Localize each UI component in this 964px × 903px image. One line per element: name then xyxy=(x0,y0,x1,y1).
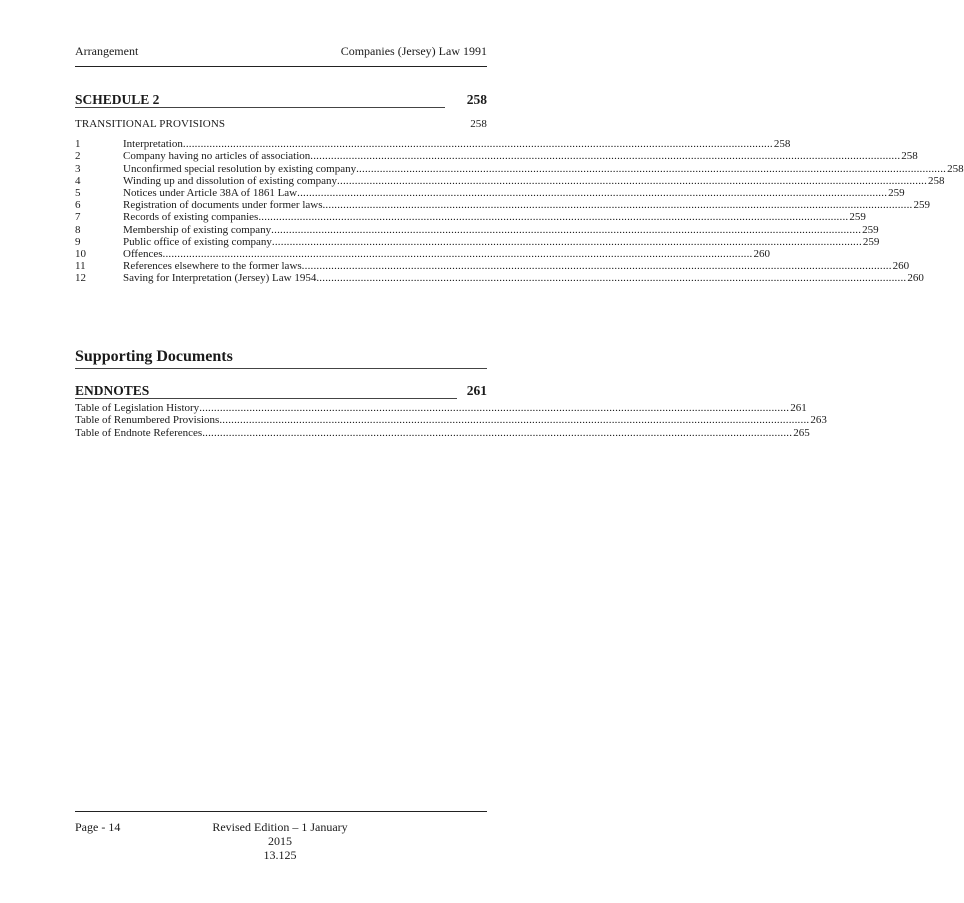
entry-title: Company having no articles of association xyxy=(123,150,311,163)
dot-leader: ........................................................................................................................................................................................................ xyxy=(356,162,947,175)
header-right: Companies (Jersey) Law 1991 xyxy=(340,44,487,58)
dot-leader: ........................................................................................................................................................................................................ xyxy=(316,272,907,285)
header-left: Arrangement xyxy=(75,44,139,58)
entry-page: 259 xyxy=(913,199,930,212)
entry-page: 259 xyxy=(862,223,879,236)
entry-number: 6 xyxy=(75,199,81,212)
entry-title: Notices under Article 38A of 1861 Law xyxy=(123,186,298,199)
toc-entry[interactable] xyxy=(75,235,880,248)
transitional-title: TRANSITIONAL PROVISIONS xyxy=(75,118,226,130)
entry-page: 261 xyxy=(790,402,807,415)
entry-number: 8 xyxy=(75,223,81,236)
entry-title: Interpretation xyxy=(123,138,183,151)
footer-rule xyxy=(75,811,487,812)
header-rule xyxy=(75,66,487,67)
footer-code: 13.125 xyxy=(263,848,297,862)
entry-title: Saving for Interpretation (Jersey) Law 1954 xyxy=(123,272,317,285)
entry-number: 7 xyxy=(75,211,81,224)
entry-page: 258 xyxy=(773,138,791,151)
toc-entry[interactable] xyxy=(75,174,945,187)
footer-page: Page - 14 xyxy=(75,820,121,834)
entry-title: Membership of existing company xyxy=(123,223,272,236)
entry-number: 2 xyxy=(75,150,81,163)
dot-leader: ........................................................................................................................................................................................................ xyxy=(297,186,888,199)
schedule-title: SCHEDULE 2 xyxy=(75,92,160,107)
entry-number: 3 xyxy=(75,162,81,175)
entry-title: Winding up and dissolution of existing company xyxy=(123,174,338,187)
entry-page: 258 xyxy=(947,162,964,175)
entry-title: Public office of existing company xyxy=(123,235,272,248)
footer-edition: Revised Edition – 1 January 2015 xyxy=(212,820,348,848)
entry-title: Records of existing companies xyxy=(123,211,259,224)
schedule-page: 258 xyxy=(466,92,487,107)
entry-title: References elsewhere to the former laws xyxy=(123,260,302,273)
entry-title: Offences xyxy=(123,247,163,260)
toc-entry[interactable] xyxy=(75,138,791,151)
entry-number: 5 xyxy=(75,186,81,199)
dot-leader: ........................................................................................................................................................................................................ xyxy=(271,235,862,248)
dot-leader: ........................................................................................................................................................................................................ xyxy=(219,414,810,427)
endnote-entry[interactable] xyxy=(75,402,807,415)
schedule-heading[interactable] xyxy=(75,92,487,108)
endnotes-page: 261 xyxy=(466,383,487,398)
endnote-entry[interactable] xyxy=(75,426,810,439)
entry-number: 4 xyxy=(75,174,81,187)
transitional-heading[interactable] xyxy=(75,118,487,130)
toc-list xyxy=(75,138,964,285)
entry-page: 258 xyxy=(901,150,918,163)
endnote-entry[interactable] xyxy=(75,414,827,427)
entry-title: Registration of documents under former laws xyxy=(123,199,323,212)
dot-leader: ........................................................................................................................................................................................................ xyxy=(301,260,892,273)
entry-page: 260 xyxy=(753,247,770,260)
dot-leader: ........................................................................................................................................................................................................ xyxy=(310,150,901,163)
dot-leader: ........................................................................................................................................................................................................ xyxy=(202,426,793,439)
schedule-underline xyxy=(75,107,445,108)
entry-number: 11 xyxy=(75,260,86,273)
entry-page: 260 xyxy=(892,260,910,273)
toc-entry[interactable] xyxy=(75,162,964,175)
entry-number: 9 xyxy=(75,235,81,248)
footer-center xyxy=(203,820,357,862)
entry-page: 259 xyxy=(888,186,905,199)
dot-leader: ........................................................................................................................................................................................................ xyxy=(337,174,928,187)
entry-title: Table of Legislation History xyxy=(75,402,200,415)
toc-entry[interactable] xyxy=(75,211,866,224)
toc-entry[interactable] xyxy=(75,272,924,285)
entry-page: 258 xyxy=(928,174,945,187)
entry-page: 259 xyxy=(862,235,880,248)
dot-leader: ........................................................................................................................................................................................................ xyxy=(182,138,773,151)
entry-page: 263 xyxy=(810,414,827,427)
entry-title: Table of Renumbered Provisions xyxy=(75,414,220,427)
entry-page: 259 xyxy=(849,211,866,224)
dot-leader: ........................................................................................................................................................................................................ xyxy=(199,402,790,415)
endnotes-heading[interactable] xyxy=(75,383,487,399)
dot-leader: ........................................................................................................................................................................................................ xyxy=(162,247,753,260)
toc-entry[interactable] xyxy=(75,260,910,273)
entry-title: Table of Endnote References xyxy=(75,426,203,439)
toc-entry[interactable] xyxy=(75,223,879,236)
entry-page: 260 xyxy=(907,272,924,285)
entry-number: 1 xyxy=(75,138,81,151)
toc-entry[interactable] xyxy=(75,186,905,199)
endnotes-title: ENDNOTES xyxy=(75,383,150,398)
dot-leader: ........................................................................................................................................................................................................ xyxy=(271,223,862,236)
supporting-documents-heading: Supporting Documents xyxy=(75,348,233,365)
entry-number: 12 xyxy=(75,272,86,285)
entry-page: 265 xyxy=(793,426,810,439)
entry-number: 10 xyxy=(75,247,86,260)
endnotes-underline xyxy=(75,398,457,399)
toc-entry[interactable] xyxy=(75,247,770,260)
supporting-underline xyxy=(75,368,487,369)
transitional-page: 258 xyxy=(470,118,487,130)
endnotes-list xyxy=(75,402,827,439)
dot-leader: ........................................................................................................................................................................................................ xyxy=(322,199,913,212)
toc-entry[interactable] xyxy=(75,150,918,163)
dot-leader: ........................................................................................................................................................................................................ xyxy=(258,211,849,224)
toc-entry[interactable] xyxy=(75,199,930,212)
entry-title: Unconfirmed special resolution by existing company xyxy=(123,162,357,175)
